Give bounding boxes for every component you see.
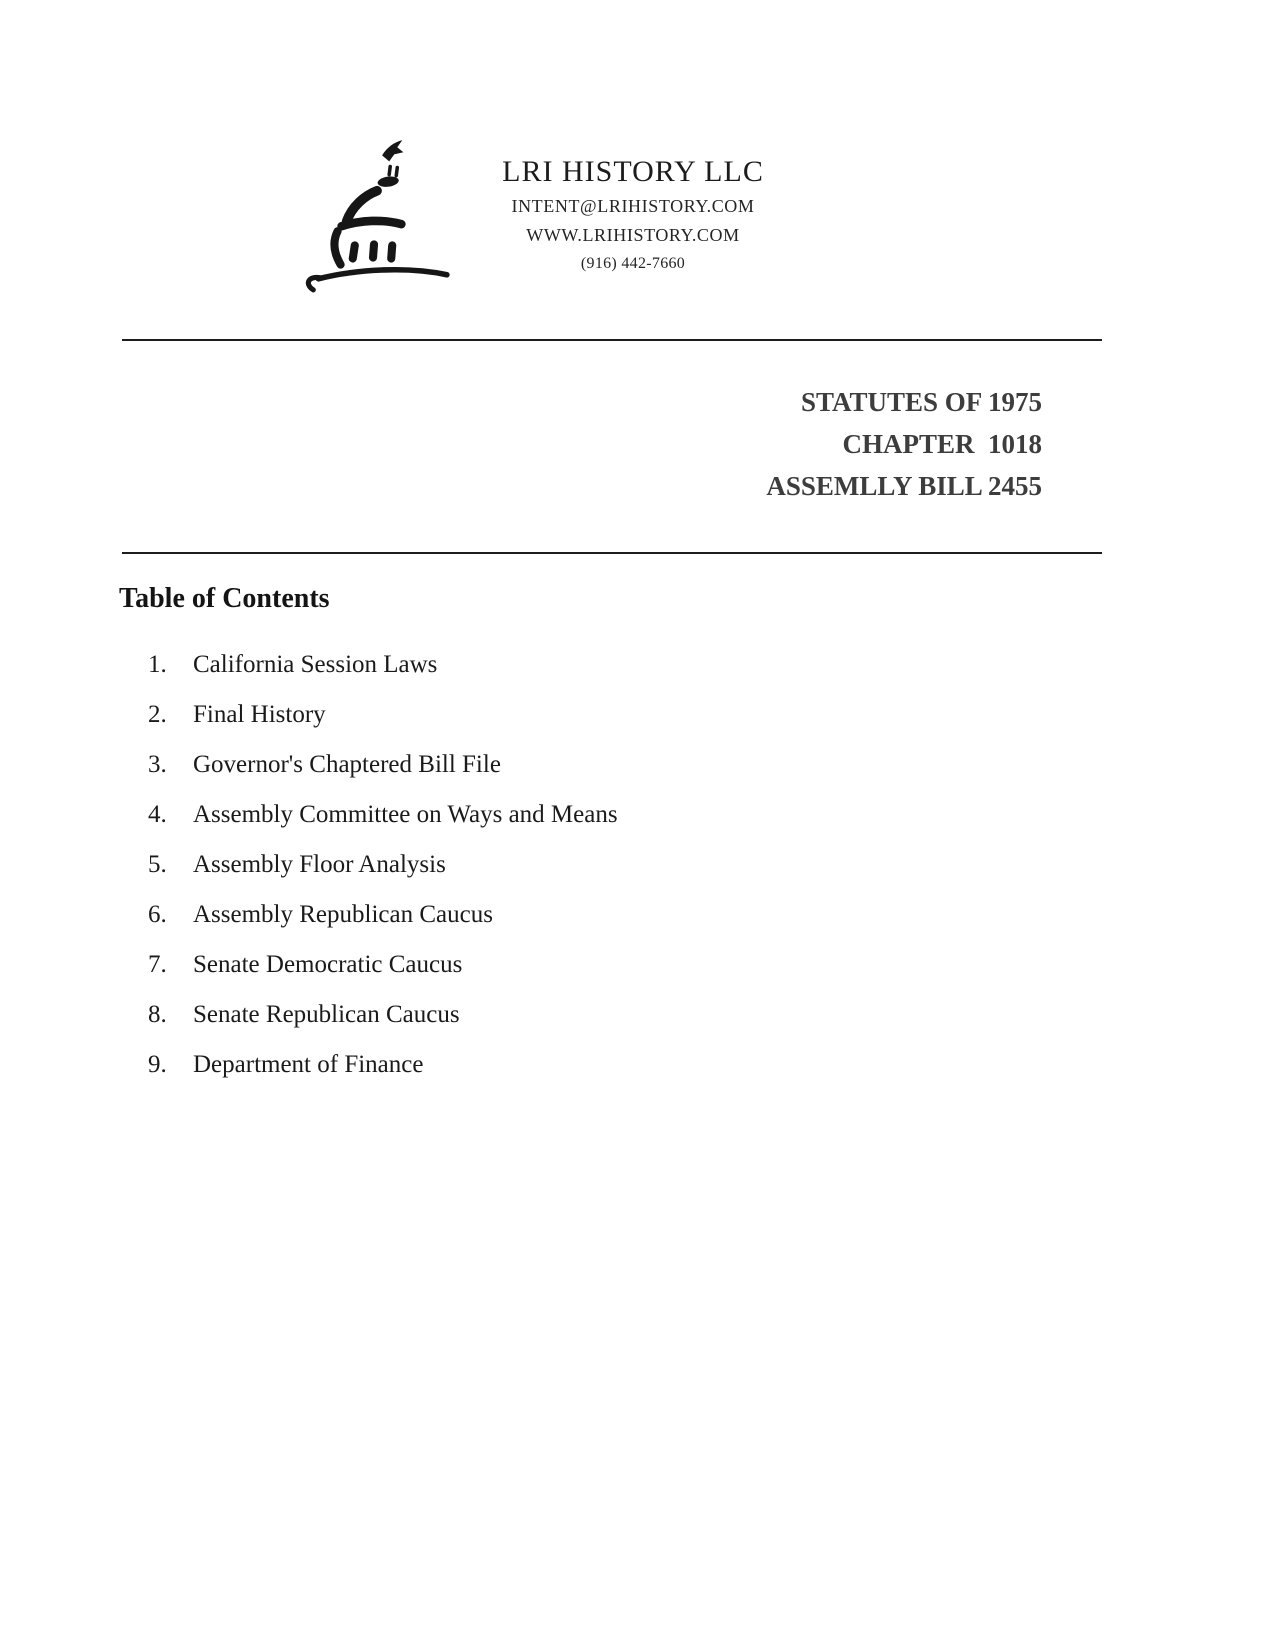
toc-item-label: California Session Laws	[193, 651, 438, 678]
header	[433, 152, 833, 278]
statute-chapter-line: CHAPTER 1018	[842, 429, 1042, 459]
toc-item-label: Department of Finance	[193, 1051, 424, 1078]
toc-item-number: 3.	[148, 751, 167, 778]
toc-item-number: 2.	[148, 701, 167, 728]
toc-item-label: Senate Republican Caucus	[193, 1001, 460, 1028]
capitol-dome-logo-icon	[292, 126, 454, 298]
statute-year-line: STATUTES OF 1975	[800, 387, 1042, 417]
toc-item-number: 9.	[148, 1051, 167, 1078]
divider-top	[122, 339, 1102, 341]
toc-item	[148, 640, 848, 690]
toc-item-label: Assembly Committee on Ways and Means	[193, 801, 618, 828]
toc-item-number: 8.	[148, 1001, 167, 1028]
toc-item	[148, 940, 848, 990]
toc-item-label: Assembly Floor Analysis	[193, 851, 446, 878]
toc-item	[148, 740, 848, 790]
toc-item-number: 6.	[148, 901, 167, 928]
toc-item	[148, 840, 848, 890]
statute-reference-block	[766, 381, 1042, 507]
contact-phone: (916) 442-7660	[580, 255, 686, 272]
toc-item	[148, 990, 848, 1040]
toc-item-label: Assembly Republican Caucus	[193, 901, 493, 928]
toc-item-number: 7.	[148, 951, 167, 978]
toc-item-number: 5.	[148, 851, 167, 878]
toc-item	[148, 790, 848, 840]
toc-item-label: Senate Democratic Caucus	[193, 951, 463, 978]
contact-website: WWW.LRIHISTORY.COM	[526, 225, 740, 245]
toc-item	[148, 1040, 848, 1090]
divider-middle	[122, 552, 1102, 554]
toc-item-label: Final History	[193, 701, 326, 728]
toc-item-number: 1.	[148, 651, 167, 678]
statute-bill-line: ASSEMLLY BILL 2455	[766, 471, 1042, 501]
company-name: LRI HISTORY LLC	[502, 155, 764, 188]
toc-item	[148, 690, 848, 740]
toc-item-number: 4.	[148, 801, 167, 828]
toc-heading: Table of Contents	[119, 583, 330, 614]
contact-email: INTENT@LRIHISTORY.COM	[511, 196, 755, 216]
toc-list	[148, 640, 848, 1090]
toc-item-label: Governor's Chaptered Bill File	[193, 751, 501, 778]
toc-item	[148, 890, 848, 940]
